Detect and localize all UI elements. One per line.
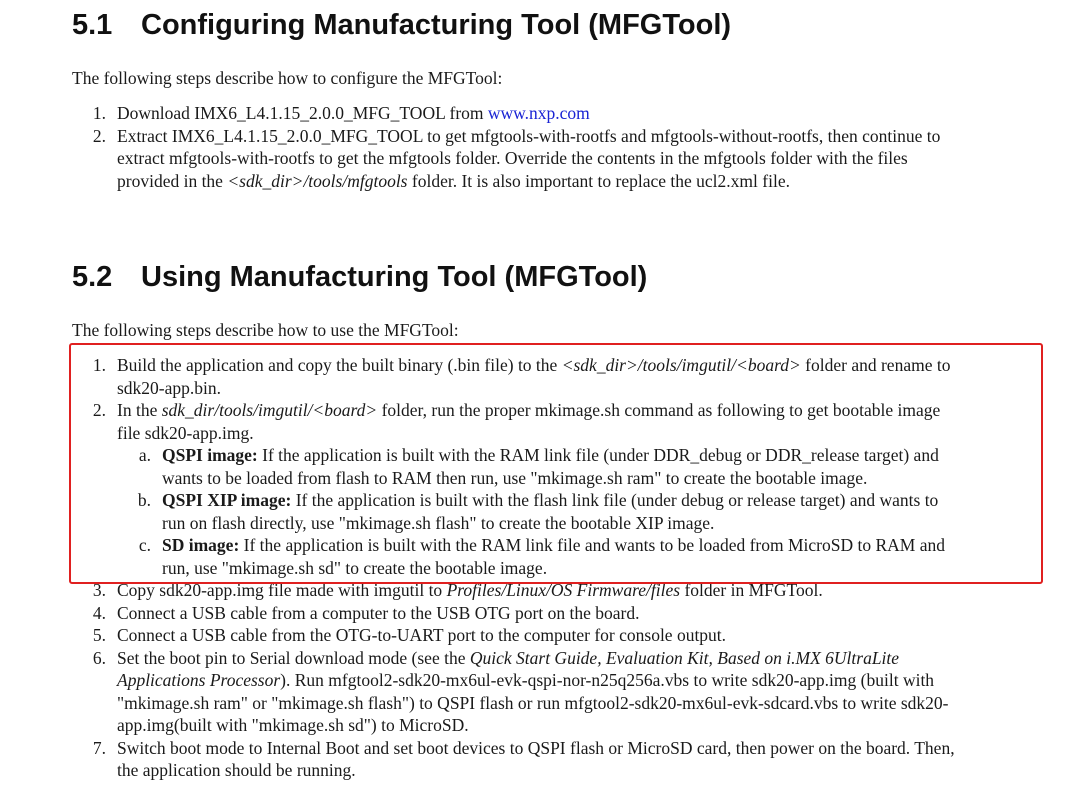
section-5-1-heading <box>72 9 731 42</box>
text-run: Extract IMX6_L4.1.15_2.0.0_MFG_TOOL to get mfgtools-with-rootfs and mfgtools-without-rootfs, then continue to <box>117 125 941 146</box>
text-run: In the <box>117 400 162 420</box>
step-number: 2. <box>92 400 106 420</box>
italic-text: <sdk_dir>/tools/mfgtools <box>227 171 408 192</box>
text-run: wants to be loaded from flash to RAM then run, use "mkimage.sh ram" to create the bootable image. <box>162 467 868 488</box>
text-run: If the application is built with the RAM link file (under DDR_debug or DDR_release target) and <box>257 445 939 465</box>
text-run: If the application is built with the RAM link file and wants to be loaded from MicroSD to RAM and <box>239 535 946 555</box>
step-number: 1. <box>92 355 106 375</box>
text-run: "mkimage.sh ram" or "mkimage.sh flash") to QSPI flash or run mfgtool2-sdk20-mx6ul-evk-sdcard.vbs to write sdk20- <box>117 692 949 713</box>
italic-text: Profiles/Linux/OS Firmware/files <box>446 580 681 600</box>
section-number: 5.2 <box>72 261 113 293</box>
section-5-2-heading <box>72 261 647 294</box>
step-number: 4. <box>92 602 106 623</box>
sub-step-marker: b. <box>137 490 151 510</box>
text-run: file sdk20-app.img. <box>117 422 254 443</box>
step-text-line <box>117 692 949 714</box>
text-run: folder and rename to <box>800 355 951 375</box>
highlight-box <box>69 343 1043 584</box>
text-run: Download IMX6_L4.1.15_2.0.0_MFG_TOOL from <box>117 103 488 123</box>
bold-label: QSPI XIP image: <box>162 490 292 510</box>
text-run: Set the boot pin to Serial download mode (see the <box>117 647 470 668</box>
step-text-line <box>117 737 955 759</box>
text-run: run, use "mkimage.sh sd" to create the bootable image. <box>162 557 548 578</box>
italic-text: <sdk_dir>/tools/imgutil/<board> <box>561 355 801 375</box>
text-run: folder in MFGTool. <box>680 580 823 600</box>
section-title: Configuring Manufacturing Tool (MFGTool) <box>141 9 732 41</box>
sub-step-marker: c. <box>138 535 151 555</box>
bold-label: QSPI image: <box>162 445 258 465</box>
text-run: Build the application and copy the built binary (.bin file) to the <box>117 355 562 375</box>
step-text-line <box>117 714 469 736</box>
step-number: 1. <box>92 103 106 123</box>
step-text-line <box>117 125 940 147</box>
text-run: sdk20-app.bin. <box>117 377 222 398</box>
text-run: Connect a USB cable from the OTG-to-UART port to the computer for console output. <box>117 625 727 645</box>
nxp-link[interactable]: www.nxp.com <box>487 103 590 123</box>
step-text-line <box>117 602 639 624</box>
text-run: folder, run the proper mkimage.sh command as following to get bootable image <box>377 400 941 420</box>
text-run: app.img(built with "mkimage.sh sd") to MicroSD. <box>117 715 469 735</box>
text-run: ). Run mfgtool2-sdk20-mx6ul-evk-qspi-nor-n25q256a.vbs to write sdk20-app.img (built with <box>280 670 935 690</box>
text-run: provided in the <box>117 171 228 192</box>
text-run: run on flash directly, use "mkimage.sh flash" to create the bootable XIP image. <box>162 512 715 533</box>
text-run: Connect a USB cable from a computer to the USB OTG port on the board. <box>117 602 640 623</box>
bold-label: SD image: <box>162 535 240 555</box>
step-number: 5. <box>92 625 106 645</box>
text-run: Copy sdk20-app.img file made with imgutil to <box>117 580 447 600</box>
step-text-line <box>117 147 908 169</box>
section-number: 5.1 <box>72 9 113 41</box>
text-run: Switch boot mode to Internal Boot and set boot devices to QSPI flash or MicroSD card, then power on the board. Then, <box>117 737 955 758</box>
step-text-line <box>117 759 356 781</box>
text-run: folder. It is also important to replace the ucl2.xml file. <box>407 171 790 192</box>
text-run: extract mfgtools-with-rootfs to get the mfgtools folder. Override the contents in the mfgtools folder with the files <box>117 148 908 169</box>
text-run: the application should be running. <box>117 760 356 780</box>
section-title: Using Manufacturing Tool (MFGTool) <box>141 261 648 293</box>
step-text-line <box>117 669 934 691</box>
step-number: 3. <box>92 580 106 600</box>
step-text-line <box>117 624 726 646</box>
step-number: 2. <box>92 125 106 146</box>
step-text-line <box>117 647 899 669</box>
italic-text: sdk_dir/tools/imgutil/<board> <box>161 400 378 420</box>
step-text-line <box>117 102 590 124</box>
italic-text: Applications Processor <box>117 670 281 690</box>
section-5-1-intro: The following steps describe how to configure the MFGTool: <box>72 68 503 88</box>
italic-text: Quick Start Guide, Evaluation Kit, Based on i.MX 6UltraLite <box>469 647 900 668</box>
text-run: If the application is built with the flash link file (under debug or release target) and wants to <box>291 490 939 510</box>
section-5-2-intro: The following steps describe how to use the MFGTool: <box>72 320 459 340</box>
sub-step-marker: a. <box>138 445 151 465</box>
step-text-line <box>117 170 790 192</box>
step-number: 7. <box>92 737 106 758</box>
step-number: 6. <box>92 647 106 668</box>
